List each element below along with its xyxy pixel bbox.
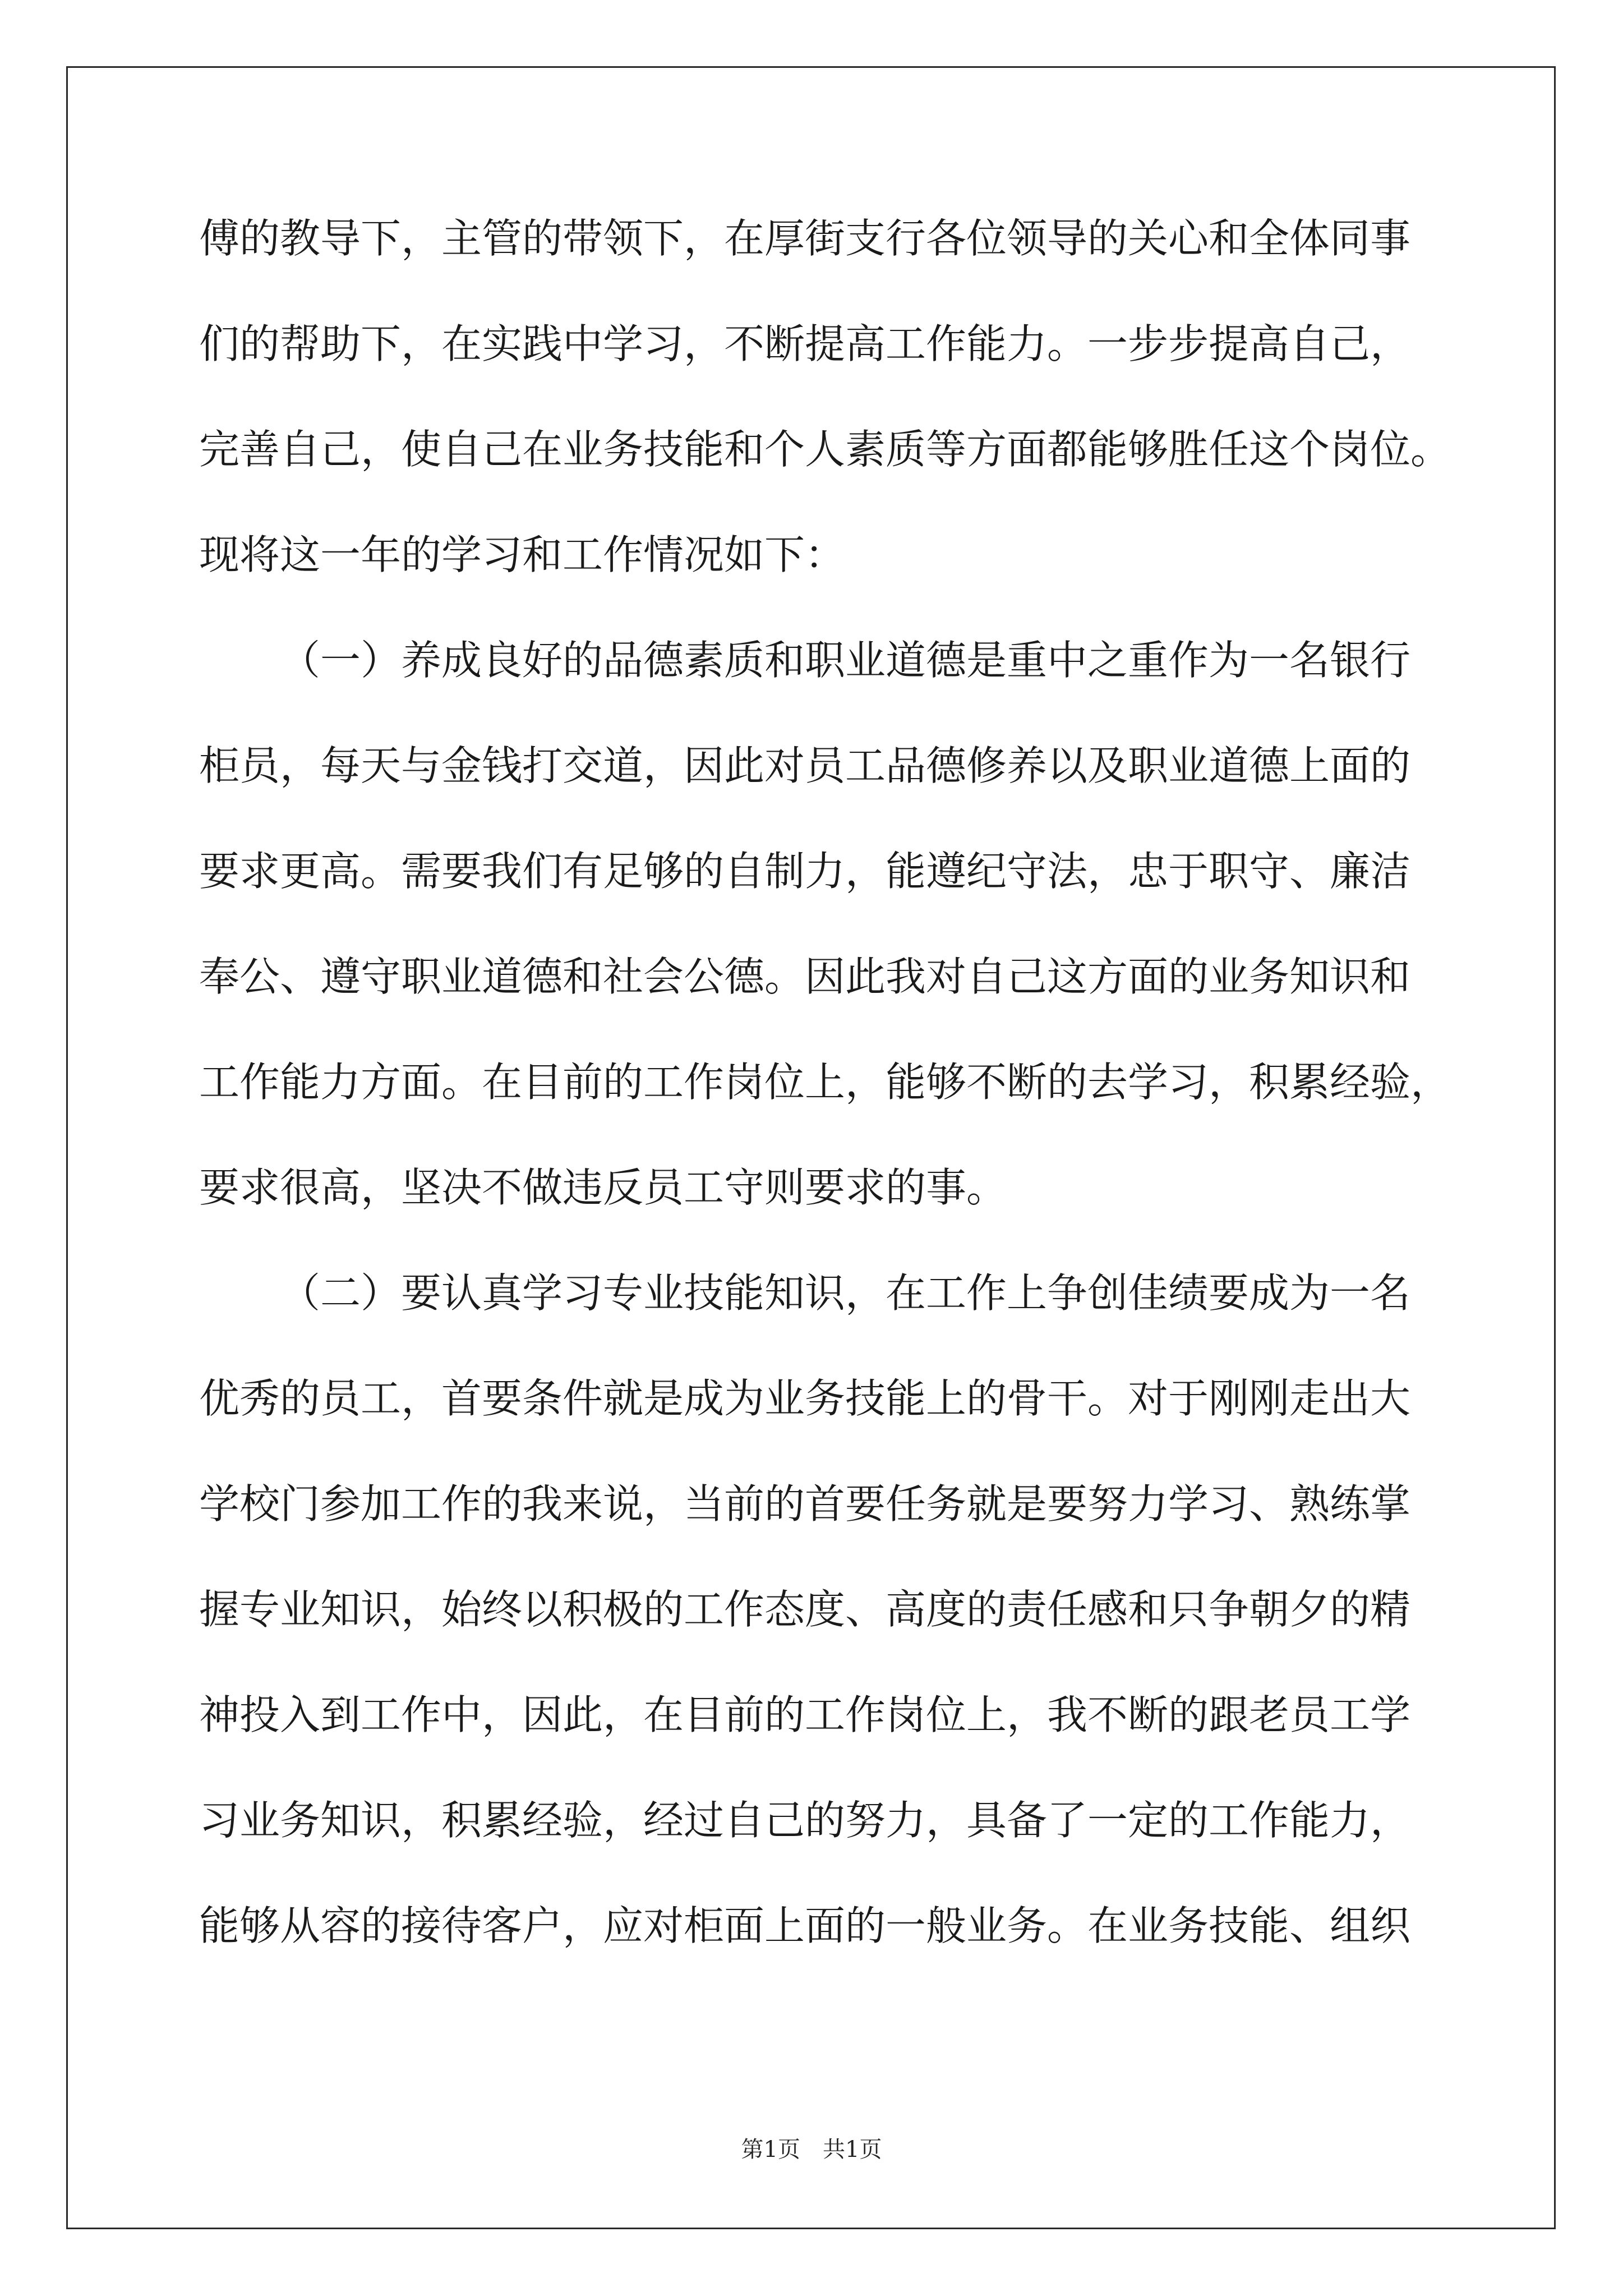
text-line-8: 奉公、遵守职业道德和社会公德。因此我对自己这方面的业务知识和 bbox=[199, 953, 1411, 1000]
text-line-7: 要求更高。需要我们有足够的自制力，能遵纪守法，忠于职守、廉洁 bbox=[199, 848, 1411, 895]
text-line-9: 工作能力方面。在目前的工作岗位上，能够不断的去学习，积累经验， bbox=[199, 1059, 1451, 1106]
paragraph-2-first-line: （二）要认真学习专业技能知识，在工作上争创佳绩要成为一名 bbox=[280, 1269, 1411, 1317]
text-line-17: 能够从容的接待客户，应对柜面上面的一般业务。在业务技能、组织 bbox=[199, 1902, 1411, 1949]
text-line-6: 柜员，每天与金钱打交道，因此对员工品德修养以及职业道德上面的 bbox=[199, 742, 1411, 789]
text-line-1: 傅的教导下，主管的带领下，在厚街支行各位领导的关心和全体同事 bbox=[199, 215, 1411, 262]
text-line-15: 神投入到工作中，因此，在目前的工作岗位上，我不断的跟老员工学 bbox=[199, 1691, 1411, 1738]
text-line-2: 们的帮助下，在实践中学习，不断提高工作能力。一步步提高自己， bbox=[199, 320, 1411, 367]
paragraph-1-first-line: （一）养成良好的品德素质和职业道德是重中之重作为一名银行 bbox=[280, 637, 1411, 684]
text-line-14: 握专业知识，始终以积极的工作态度、高度的责任感和只争朝夕的精 bbox=[199, 1586, 1411, 1633]
page-number-footer: 第1页 共1页 bbox=[741, 2137, 882, 2162]
text-line-12: 优秀的员工，首要条件就是成为业务技能上的骨干。对于刚刚走出大 bbox=[199, 1375, 1411, 1422]
text-line-16: 习业务知识，积累经验，经过自己的努力，具备了一定的工作能力， bbox=[199, 1797, 1411, 1844]
text-line-10: 要求很高，坚决不做违反员工守则要求的事。 bbox=[199, 1164, 1007, 1211]
text-line-13: 学校门参加工作的我来说，当前的首要任务就是要努力学习、熟练掌 bbox=[199, 1480, 1411, 1527]
text-line-4: 现将这一年的学习和工作情况如下： bbox=[199, 531, 846, 578]
text-line-3: 完善自己，使自己在业务技能和个人素质等方面都能够胜任这个岗位。 bbox=[199, 426, 1451, 473]
